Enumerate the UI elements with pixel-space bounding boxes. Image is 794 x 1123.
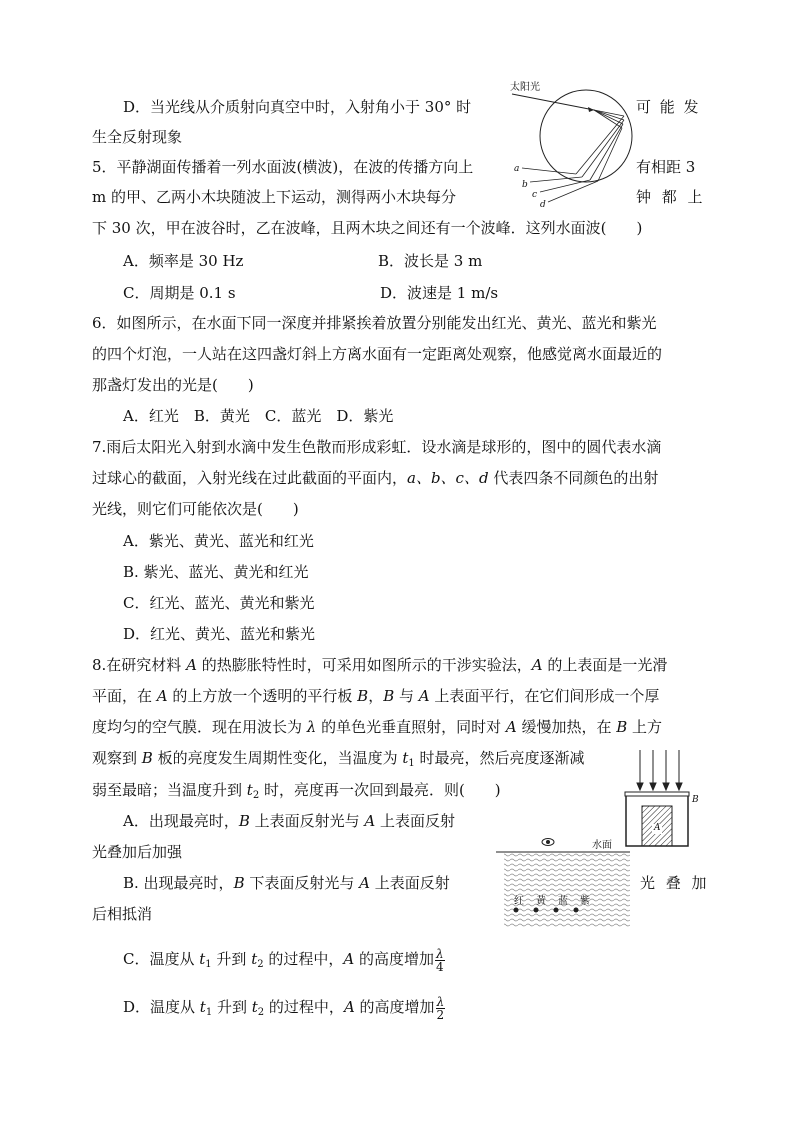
q8-text: 时，亮度再一次回到最亮．则( ) [259,781,501,799]
q8-var-t: t [402,749,409,767]
q8-stem-line3 [92,716,662,738]
fraction-lambda-over-4 [435,948,445,973]
q8-var-a: A [364,812,376,830]
q8-var-a: A [418,687,430,705]
q5-stem-line1: 5．平静湖面传播着一列水面波(横波)，在波的传播方向上 [92,158,474,176]
q6-options: A．红光 B．黄光 C．蓝光 D．紫光 [123,407,394,425]
q8-stem-line1 [92,654,667,676]
q8-var-t: t [251,998,258,1016]
q8-option-a [123,810,455,832]
q8-text: 8.在研究材料 [92,656,187,674]
q8-var-b: B [141,749,153,767]
q8-text: 观察到 [92,749,142,767]
q8-var-t: t [251,950,258,968]
q5-option-d: D．波速是 1 m/s [380,284,499,302]
q8-text: 上表面平行，在它们间形成一个厚 [429,687,660,705]
fraction-lambda-over-2 [436,996,446,1021]
q7-option-c: C．红光、蓝光、黄光和紫光 [123,594,315,612]
q8-var-a: A [343,998,355,1016]
incident-ray [512,94,594,110]
q8-stem-line4 [92,747,585,775]
raindrop-diagram [506,76,636,216]
ray-d-label: d [540,200,546,210]
q8-var-b: B [616,718,628,736]
q5-stem-line2: m 的甲、乙两小木块随波上下运动，测得两小木块每分 [92,188,456,206]
q8-var-b: B [383,687,395,705]
q8-subscript: 1 [408,758,415,769]
q8-var-a: A [505,718,517,736]
q5-stem-line1-tail: 有相距 3 [636,158,696,176]
q4-option-d-cont: 可 能 发 [636,98,701,116]
q8-text: 上表面反射 [369,874,450,892]
block-a-label: A [654,823,661,833]
q8-text: 时最亮，然后亮度逐渐减 [414,749,585,767]
q8-stem-line5 [92,779,501,807]
q7-stem-line1: 7.雨后太阳光入射到水滴中发生色散而形成彩虹．设水滴是球形的，图中的圆代表水滴 [92,438,662,456]
q8-text: 弱至最暗；当温度升到 [92,781,247,799]
bulbs-figure [494,832,634,930]
q7-stem-line2 [92,467,658,489]
plate-b-label: B [692,795,699,805]
bulb-color-labels: 红 黄 蓝 紫 [514,896,591,907]
q8-text: D．温度从 [123,998,200,1016]
q8-text: 的过程中， [264,998,344,1016]
plate-b [625,792,689,796]
q8-var-a: A [343,950,355,968]
q8-option-b-cont: 光 叠 加 [640,874,710,892]
q8-option-c [123,944,445,980]
bulbs-diagram [494,832,634,930]
q8-var-a: A [186,656,197,674]
q4-option-d-cont2: 生全反射现象 [92,128,183,146]
q5-stem-line2-tail: 钟 都 上 [636,188,706,206]
ray-a-label: a [514,164,520,174]
q8-text: ， [368,687,384,705]
q8-subscript: 2 [257,1007,265,1018]
q8-var-a: A [531,656,543,674]
q8-text: 升到 [211,950,252,968]
q8-var-b: B [357,687,369,705]
refracted-rays [522,110,624,202]
fraction-denominator: 4 [436,959,444,974]
q8-stem-line2 [92,685,659,707]
q8-text: A．出现最亮时， [123,812,239,830]
q8-text: 度均匀的空气膜．现在用波长为 [92,718,307,736]
q8-var-lambda: λ [306,718,317,736]
q6-stem-line2: 的四个灯泡，一人站在这四盏灯斜上方离水面有一定距离处观察，他感觉离水面最近的 [92,345,663,363]
q7-option-d: D．红光、黄光、蓝光和紫光 [123,625,316,643]
water-surface-label: 水面 [592,840,612,851]
ray-b-label: b [522,180,528,190]
q7-stem-line3: 光线，则它们可能依次是( ) [92,500,299,518]
q7-option-b: B. 紫光、蓝光、黄光和红光 [123,563,309,581]
q8-text: 的上方放一个透明的平行板 [167,687,358,705]
q8-text: 的单色光垂直照射，同时对 [316,718,506,736]
q8-option-b-cont2: 后相抵消 [92,905,153,923]
q8-var-b: B [233,874,245,892]
q8-var-b: B [238,812,250,830]
q8-text: 平面，在 [92,687,157,705]
incident-light-arrows [637,750,682,790]
q8-option-b [123,872,450,894]
q7-option-a: A．紫光、黄光、蓝光和红光 [123,532,314,550]
sunlight-label: 太阳光 [510,82,540,93]
q8-var-t: t [199,950,206,968]
eye-icon [542,839,554,846]
q8-text: 缓慢加热，在 [516,718,617,736]
q8-subscript: 1 [205,1007,213,1018]
q8-subscript: 2 [257,959,264,970]
q7-ray-vars: a、b、c、d [407,469,489,487]
q7-stem-line2-text: 过球心的截面，入射光线在过此截面的平面内， [92,469,408,487]
q8-option-a-cont: 光叠加后加强 [92,843,183,861]
q8-text: 板的亮度发生周期性变化，当温度为 [152,749,403,767]
q8-text: 的热膨胀特性时，可采用如图所示的干涉实验法， [196,656,532,674]
fraction-numerator: λ [436,946,444,961]
q5-stem-line3: 下 30 次，甲在波谷时，乙在波峰，且两木块之间还有一个波峰．这列水面波( ) [92,219,643,237]
q8-text: C．温度从 [123,950,200,968]
q8-var-a: A [359,874,370,892]
q5-option-b: B．波长是 3 m [378,252,483,270]
q5-option-a: A．频率是 30 Hz [123,252,244,270]
q8-var-a: A [156,687,168,705]
q8-subscript: 2 [252,790,260,801]
q8-var-t: t [246,781,253,799]
q4-option-d-text: D．当光线从介质射向真空中时，入射角小于 30° 时 [123,98,472,116]
q8-text: 与 [394,687,419,705]
q8-text: 的上表面是一光滑 [542,656,668,674]
q8-option-d [123,992,445,1028]
raindrop-figure [506,76,636,216]
fraction-denominator: 2 [436,1007,445,1022]
q8-text: 的过程中， [263,950,344,968]
q4-option-d [123,96,471,118]
q8-text: 上方 [627,718,663,736]
q8-text: 的高度增加 [354,998,435,1016]
q8-text: B. 出现最亮时， [123,874,234,892]
q8-subscript: 1 [205,959,212,970]
q8-text: 升到 [212,998,252,1016]
q8-text: 上表面反射光与 [249,812,365,830]
interference-figure [622,748,712,848]
ray-c-label: c [532,190,538,200]
q6-stem-line3: 那盏灯发出的光是( ) [92,376,254,394]
q8-text: 上表面反射 [375,812,456,830]
q8-var-t: t [199,998,206,1016]
water-body [504,852,630,928]
q5-option-c: C．周期是 0.1 s [123,284,236,302]
q8-text: 下表面反射光与 [244,874,360,892]
q7-stem-line2-tail: 代表四条不同颜色的出射 [488,469,659,487]
q8-text: 的高度增加 [354,950,435,968]
fraction-numerator: λ [436,994,445,1009]
q6-stem-line1: 6．如图所示，在水面下同一深度并排紧挨着放置分别能发出红光、黄光、蓝光和紫光 [92,314,657,332]
